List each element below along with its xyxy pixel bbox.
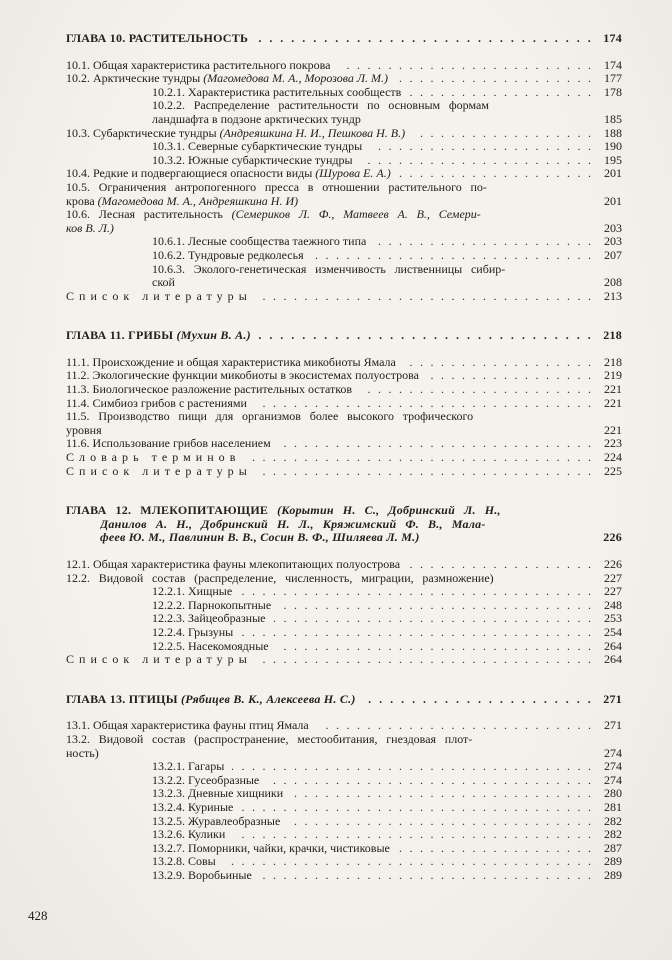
page-number: 203 [604,234,622,249]
entry-label: 13.2.3. Дневные хищники [152,787,284,801]
dot-leader [260,653,591,667]
page-number: 271 [603,691,622,706]
page-number: 201 [604,166,622,181]
entry-label: ГЛАВА 12. МЛЕКОПИТАЮЩИЕ [66,504,278,518]
entry-text [152,249,304,263]
entry-label: 13.1. Общая характеристика фауны птиц Ямала [66,719,309,733]
chapter-entries [66,59,622,304]
entry-label: 12.2. Видовой состав (распределение, численность, миграции, размножение) [66,571,494,585]
page-number: 201 [604,193,622,208]
dot-leader [409,86,591,100]
entry-authors: (Андреяшкина Н. И., Пешкова Н. В.) [219,126,406,140]
entry-label: Список литературы [66,464,252,478]
chapter-heading [66,32,622,46]
entry-label: 11.3. Биологическое разложение растительных остатков [66,383,353,397]
page-number: 282 [604,827,622,842]
page-number: 274 [604,772,622,787]
entry-text [152,787,283,801]
dot-leader [241,801,591,815]
toc-entry-line [66,747,622,761]
entry-text [152,276,175,290]
entry-label: 10.6.2. Тундровые редколесья [152,248,304,262]
entry-label: 13.2.7. Поморники, чайки, крачки, чистиковые [152,841,390,855]
entry-authors: (Корытин Н. С., Добринский Л. Н., [277,504,501,518]
entry-label: 13.2.9. Воробьиные [152,868,252,882]
dot-leader [399,167,591,181]
chapter-heading [66,693,622,707]
entry-label: 11.6. Использование грибов населением [66,437,271,451]
dot-leader [241,626,591,640]
entry-text [66,59,330,73]
toc-entry-line [66,181,622,195]
page-number: 227 [604,570,622,585]
page-number: 207 [604,247,622,262]
toc-entry-line [66,263,622,277]
chapter-block [66,504,622,667]
entry-text [152,869,252,883]
entry-text [66,383,352,397]
toc-entry-line [66,410,622,424]
dot-leader [317,719,591,733]
page-number: 271 [604,718,622,733]
chapter-heading [66,329,622,343]
dot-leader [233,828,591,842]
entry-label: 12.2.2. Парнокопытные [152,598,272,612]
toc-entry-line [66,774,622,788]
toc-entry-line [66,626,622,640]
entry-label: Список литературы [66,289,252,303]
entry-label: 12.2.3. Зайцеобразные [152,612,266,626]
entry-text [66,195,298,209]
entry-text [66,747,99,761]
chapter-title-line [66,693,622,707]
toc-entry-line [66,127,622,141]
entry-label: 13.2.6. Кулики [152,828,226,842]
entry-label: 11.4. Симбиоз грибов с растениями [66,396,247,410]
toc-entry-line [66,369,622,383]
chapter-block [66,32,622,303]
toc-entry-line [66,558,622,572]
entry-text [66,693,356,707]
dot-leader [279,437,591,451]
dot-leader [267,774,591,788]
toc-entry-line [66,86,622,100]
toc-entry-line [66,113,622,127]
page-number: 195 [604,152,622,167]
entry-label: 11.2. Экологические функции микобиоты в экосистемах полуострова [66,369,419,383]
entry-authors: феев Ю. М., Павлинин В. В., Сосин В. Ф., Шиляева Л. М.) [100,531,420,545]
entry-label: 10.3. Субарктические тундры [66,126,220,140]
entry-text [66,558,400,572]
page-number: 223 [604,436,622,451]
toc-entry-line [66,815,622,829]
page-number: 188 [604,125,622,140]
dot-leader [274,612,592,626]
entry-label: 10.6. Лесная растительность [66,208,232,222]
entry-label: 10.2.2. Распределение растительности по основным формам [152,99,489,113]
dot-leader [260,465,591,479]
toc-entry-line [66,869,622,883]
page-number: 274 [604,745,622,760]
toc-entry-line [66,787,622,801]
toc-entry-line [66,719,622,733]
entry-text [66,208,481,222]
toc-entry-line [66,167,622,181]
page-number: 224 [604,450,622,465]
entry-label: 10.3.2. Южные субарктические тундры [152,153,353,167]
dot-leader [360,383,591,397]
toc-entry-line [66,451,622,465]
page-number: 174 [604,57,622,72]
page-number: 213 [604,288,622,303]
entry-label: крова [66,194,98,208]
dot-leader [364,693,591,707]
entry-label: 13.2.1. Гагары [152,760,225,774]
entry-text [152,235,366,249]
page-number: 174 [603,31,622,45]
entry-text [152,263,505,277]
dot-leader [291,787,591,801]
dot-leader [288,815,591,829]
dot-leader [248,451,591,465]
entry-text [66,397,247,411]
entry-label: 10.6.1. Лесные сообщества таежного типа [152,235,367,249]
page-number: 203 [604,220,622,235]
entry-text [66,424,102,438]
dot-leader [240,585,591,599]
entry-label: 11.1. Происхождение и общая характеристика микобиоты Ямала [66,355,396,369]
page-number: 221 [604,382,622,397]
entry-label: 10.3.1. Северные субарктические тундры [152,140,363,154]
toc-entry-line [66,424,622,438]
entry-text [66,572,494,586]
page-number: 218 [603,328,622,343]
entry-label: ской [152,276,175,290]
toc-entry-line [66,653,622,667]
page-number: 227 [604,584,622,599]
entry-label: ГЛАВА 11. ГРИБЫ [66,329,177,343]
table-of-contents [66,32,622,882]
chapter-heading [66,504,622,545]
entry-text [66,504,501,518]
toc-entry-line [66,383,622,397]
page-number: 289 [604,867,622,882]
entry-text [66,733,472,747]
chapter-title-line [66,531,622,545]
entry-text [66,719,309,733]
dot-leader [232,760,591,774]
dot-leader [404,356,591,370]
entry-text [66,290,252,304]
chapter-title-line [66,329,622,343]
dot-leader [312,249,591,263]
page-number: 280 [604,786,622,801]
entry-text [66,437,271,451]
entry-text [152,86,401,100]
toc-entry-line [66,612,622,626]
page-number: 178 [604,84,622,99]
dot-leader [398,842,591,856]
toc-entry-line [66,59,622,73]
page-folio: 428 [28,908,48,923]
page-number: 274 [604,759,622,774]
entry-text [66,72,388,86]
toc-entry-line [66,599,622,613]
entry-label: ГЛАВА 10. РАСТИТЕЛЬНОСТЬ [66,32,249,45]
entry-authors: (Шурова Е. А.) [315,167,391,181]
chapter-entries [66,558,622,667]
toc-entry-line [66,276,622,290]
page-number: 281 [604,799,622,814]
entry-authors: (Рябицев В. К., Алексеева Н. С.) [180,692,356,706]
entry-label: ландшафта в подзоне арктических тундр [152,112,361,126]
entry-text [66,410,473,424]
entry-label: 12.2.1. Хищные [152,585,233,599]
entry-label: 13.2.5. Журавлеобразные [152,814,281,828]
dot-leader [408,558,591,572]
entry-label: 11.5. Производство пищи для организмов более высокого трофического [66,410,474,424]
entry-text [152,113,361,127]
toc-entry-line [66,72,622,86]
toc-entry-line [66,842,622,856]
page-number: 221 [604,422,622,437]
dot-leader [255,397,591,411]
entry-text [152,828,225,842]
dot-leader [279,599,591,613]
entry-text [66,653,252,667]
entry-text [66,167,391,181]
page-number: 287 [604,840,622,855]
entry-authors: ков В. Л.) [66,221,114,235]
page-number: 226 [603,530,622,545]
entry-label: 13.2.2. Гусеобразные [152,773,260,787]
entry-text [66,222,114,236]
page-number: 282 [604,813,622,828]
page-number: 289 [604,854,622,869]
entry-text [152,774,259,788]
dot-leader [224,855,591,869]
toc-entry-line [66,290,622,304]
entry-text [152,842,390,856]
dot-leader [260,869,591,883]
chapter-block [66,329,622,478]
entry-label: Словарь терминов [66,451,241,465]
toc-entry-line [66,828,622,842]
entry-text [152,140,362,154]
dot-leader [259,329,591,343]
chapter-title-line [66,504,622,518]
chapter-entries [66,719,622,882]
entry-text [66,32,248,46]
entry-authors: (Мухин В. А.) [176,329,251,343]
toc-entry-line [66,208,622,222]
page-number: 190 [604,139,622,154]
chapter-entries [66,356,622,478]
entry-text [152,855,216,869]
dot-leader [396,72,591,86]
entry-label: 12.1. Общая характеристика фауны млекопитающих полуострова [66,558,401,571]
dot-leader [361,154,591,168]
entry-authors: (Семериков Л. Ф., Матвеев А. В., Семери- [231,208,481,222]
toc-entry-line [66,760,622,774]
entry-label: Список литературы [66,653,252,667]
toc-entry-line [66,437,622,451]
page-number: 254 [604,624,622,639]
dot-leader [260,290,591,304]
entry-text [66,465,252,479]
entry-label: ность) [66,746,99,760]
page-number: 248 [604,597,622,612]
entry-label: 10.2. Арктические тундры [66,72,204,86]
dot-leader [370,140,591,154]
entry-label: 13.2.8. Совы [152,855,216,869]
entry-text [100,518,486,532]
toc-entry-line [66,855,622,869]
entry-text [66,127,405,141]
entry-label: уровня [66,423,102,437]
entry-label: 10.4. Редкие и подвергающиеся опасности виды [66,167,316,181]
entry-text [66,369,419,383]
entry-text [152,599,271,613]
entry-label: 10.6.3. Эколого-генетическая изменчивость лиственницы сибир- [152,262,506,276]
entry-label: 12.2.5. Насекомоядные [152,639,269,653]
entry-text [66,181,487,195]
toc-entry-line [66,801,622,815]
toc-entry-line [66,99,622,113]
page-number: 177 [604,71,622,86]
entry-label: 13.2.4. Куриные [152,800,234,814]
page-number: 226 [604,557,622,571]
entry-text [66,451,240,465]
page-number: 264 [604,652,622,667]
entry-label: 10.1. Общая характеристика растительного покрова [66,58,331,72]
toc-entry-line [66,140,622,154]
toc-entry-line [66,572,622,586]
chapter-block [66,693,622,883]
chapter-title-line [66,32,622,46]
toc-entry-line [66,397,622,411]
page-number: 185 [604,111,622,126]
toc-entry-line [66,585,622,599]
entry-text [66,356,396,370]
dot-leader [374,235,591,249]
entry-text [152,154,353,168]
dot-leader [256,32,591,46]
page-number: 208 [604,275,622,290]
entry-text [100,531,420,545]
toc-entry-line [66,195,622,209]
entry-label: 13.2. Видовой состав (распространение, местообитания, гнездовая плот- [66,732,473,746]
dot-leader [413,127,591,141]
page-number: 225 [604,463,622,478]
page-number: 253 [604,611,622,626]
dot-leader [338,59,591,73]
entry-text [152,99,489,113]
entry-text [152,585,232,599]
page-number: 221 [604,395,622,410]
entry-text [152,801,233,815]
toc-entry-line [66,222,622,236]
toc-entry-line [66,235,622,249]
page-number: 218 [604,354,622,369]
entry-text [152,612,266,626]
toc-entry-line [66,465,622,479]
entry-text [152,626,233,640]
entry-authors: (Магомедова М. А., Андреяшкина Н. И) [97,194,299,208]
page-number: 264 [604,638,622,653]
entry-text [152,815,280,829]
entry-authors: Данилов А. Н., Добринский Н. Л., Кряжимский Ф. В., Мала- [100,517,486,531]
dot-leader [277,640,591,654]
page-number: 219 [604,368,622,383]
toc-entry-line [66,154,622,168]
entry-text [152,640,269,654]
entry-label: 12.2.4. Грызуны [152,625,234,639]
entry-label: 10.2.1. Характеристика растительных сообществ [152,85,402,99]
toc-entry-line [66,249,622,263]
entry-label: 10.5. Ограничения антропогенного пресса в отношении растительного по- [66,180,487,194]
entry-text [152,760,224,774]
toc-entry-line [66,733,622,747]
chapter-title-line [66,518,622,532]
dot-leader [427,369,591,383]
entry-label: ГЛАВА 13. ПТИЦЫ [66,692,181,706]
entry-authors: (Магомедова М. А., Морозова Л. М.) [203,72,388,86]
toc-entry-line [66,640,622,654]
entry-text [66,329,251,343]
toc-entry-line [66,356,622,370]
